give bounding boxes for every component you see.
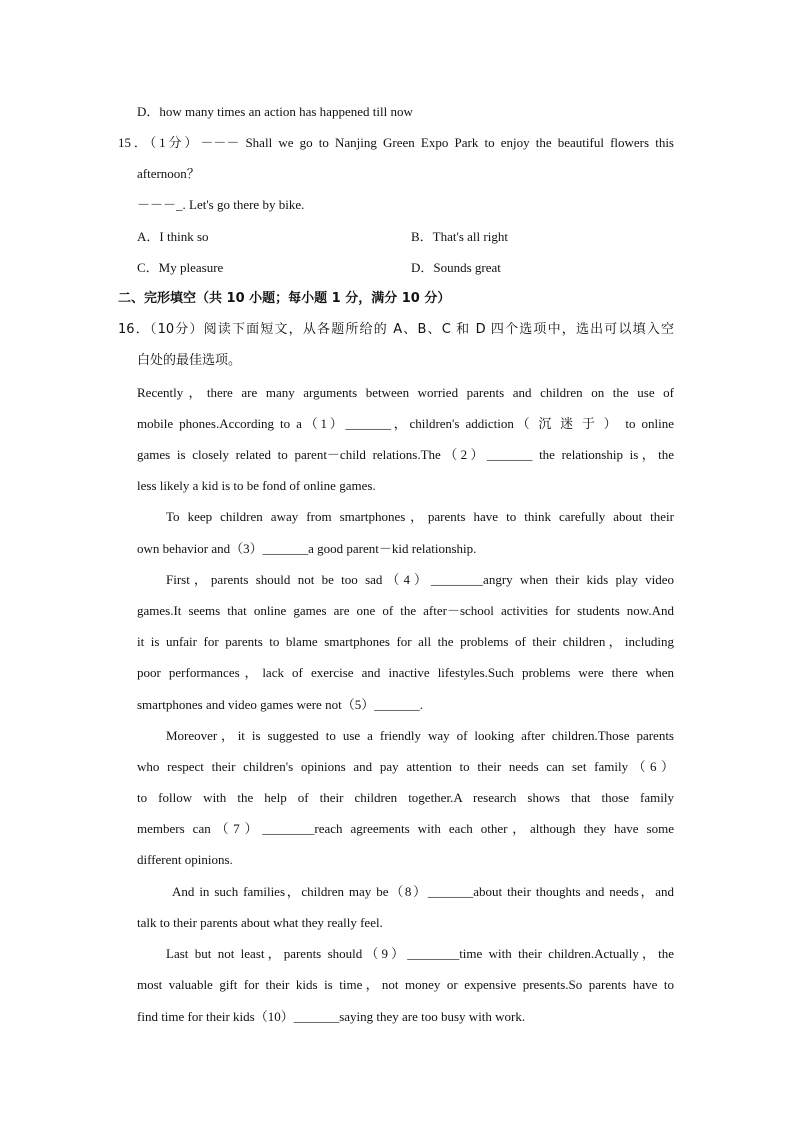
passage-p6-line1: Last but not least，parents should（9）________time with their children.Actually，the <box>166 946 674 961</box>
passage-p3-line3: it is unfair for parents to blame smartphones for all the problems of their children，including <box>137 634 674 649</box>
passage-p1-line1: Recently，there are many arguments between worried parents and children on the use of <box>137 385 674 400</box>
q14-option-d: D．how many times an action has happened till now <box>137 104 413 119</box>
q16-instruction-line1: 16．（10分）阅读下面短文，从各题所给的 A、B、C 和 D 四个选项中，选出可以填入空 <box>118 322 674 337</box>
q15-stem-line1: 15．（1分）－－－ Shall we go to Nanjing Green Expo Park to enjoy the beautiful flowers this <box>118 135 674 150</box>
q15-option-b: B．That's all right <box>411 229 508 244</box>
q15-option-c: C．My pleasure <box>137 260 224 275</box>
passage-p5-line2: talk to their parents about what they really feel. <box>137 915 383 930</box>
q15-dialog-reply: －－－_. Let's go there by bike. <box>137 197 305 212</box>
passage-p3-line2: games.It seems that online games are one of the after－school activities for students now.And <box>137 603 674 618</box>
passage-p3-line5: smartphones and video games were not（5）_______. <box>137 697 423 712</box>
passage-p1-line2: mobile phones.According to a（1）_______，children's addiction（ 沉 迷 于 ） to online <box>137 416 674 431</box>
q16-instruction-line2: 白处的最佳选项。 <box>137 353 242 368</box>
passage-p2-line1: To keep children away from smartphones，parents have to think carefully about their <box>166 509 674 524</box>
passage-p4-line4: members can（7）________reach agreements with each other，although they have some <box>137 821 674 836</box>
passage-p4-line1: Moreover，it is suggested to use a friendly way of looking after children.Those parents <box>166 728 674 743</box>
passage-p3-line4: poor performances，lack of exercise and inactive lifestyles.Such problems were there when <box>137 665 674 680</box>
q15-option-d: D．Sounds great <box>411 260 501 275</box>
passage-p3-line1: First，parents should not be too sad（4）________angry when their kids play video <box>166 572 674 587</box>
passage-p6-line2: most valuable gift for their kids is time，not money or expensive presents.So parents have to <box>137 977 674 992</box>
passage-p1-line3: games is closely related to parent－child relations.The（2）_______ the relationship is，the <box>137 447 674 462</box>
passage-p6-line3: find time for their kids（10）_______saying they are too busy with work. <box>137 1009 526 1024</box>
passage-p1-line4: less likely a kid is to be fond of online games. <box>137 478 376 493</box>
section-heading-cloze: 二、完形填空（共 10 小题；每小题 1 分，满分 10 分） <box>118 291 451 306</box>
passage-p4-line5: different opinions. <box>137 852 233 867</box>
passage-p4-line2: who respect their children's opinions and pay attention to their needs can set family（6） <box>137 759 674 774</box>
passage-p4-line3: to follow with the help of their children together.A research shows that those family <box>137 790 674 805</box>
passage-p5-line1: And in such families，children may be（8）_______about their thoughts and needs，and <box>172 884 674 899</box>
q15-option-a: A．I think so <box>137 229 209 244</box>
q15-stem-line2: afternoon？ <box>137 166 200 181</box>
passage-p2-line2: own behavior and（3）_______a good parent－kid relationship. <box>137 541 477 556</box>
